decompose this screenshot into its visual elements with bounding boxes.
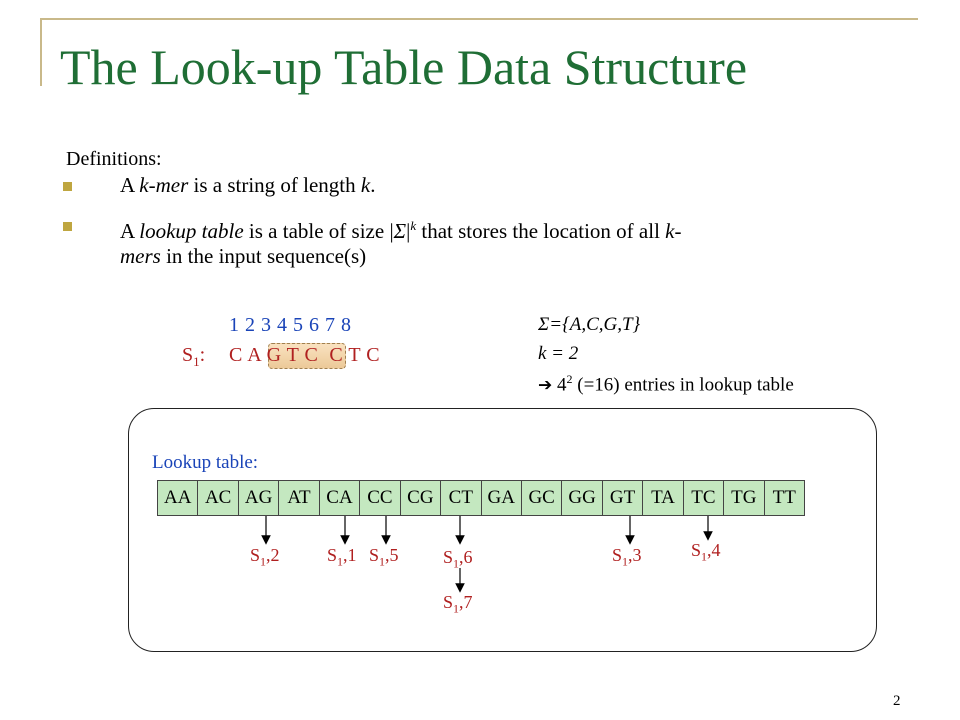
table-cell: TA	[643, 481, 683, 515]
table-cell: GG	[562, 481, 602, 515]
location-entry: $S_1,5$	[369, 545, 399, 569]
table-cell: AA	[158, 481, 198, 515]
table-cell: TT	[772, 487, 796, 508]
table-cell: AG	[239, 481, 279, 515]
alphabet-definition: Σ={A,C,G,T}	[538, 314, 641, 335]
location-entry: $S_1,4$	[691, 540, 721, 564]
sequence-label: $S_1$:	[182, 344, 206, 369]
slide-title: The Look-up Table Data Structure	[60, 39, 748, 95]
definitions-label: Definitions:	[66, 148, 162, 170]
page-number: 2	[893, 693, 901, 709]
sequence-letters: C A G T C C T C	[229, 344, 381, 366]
bullet-lookup-definition: A lookup table is a table of size $|\Sigma|^k$ that stores the location of all k- mers in the input sequence(s)	[120, 218, 682, 268]
table-cell: TC	[684, 481, 724, 515]
table-cell: CG	[401, 481, 441, 515]
location-entry: $S_1,7$	[443, 592, 473, 616]
table-cell: AC	[198, 481, 238, 515]
lookup-table-label: Lookup table:	[152, 452, 259, 473]
table-cell: GT	[603, 481, 643, 515]
bullet-kmer-definition: A k-mer is a string of length k.	[120, 173, 376, 197]
table-cell: GA	[482, 481, 522, 515]
table-cell: GC	[522, 481, 562, 515]
table-cell: CC	[360, 481, 400, 515]
table-cell: TG	[724, 481, 764, 515]
table-cell: CA	[320, 481, 360, 515]
location-entry: $S_1,6$	[443, 547, 473, 571]
entries-count: ➔ $4^2$ (=16) entries in lookup table	[538, 372, 794, 396]
location-entry: $S_1,2$	[250, 545, 280, 569]
location-entry: $S_1,1$	[327, 545, 357, 569]
location-entry: $S_1,3$	[612, 545, 642, 569]
k-value: k = 2	[538, 343, 579, 364]
arrow-right-icon: ➔	[538, 375, 553, 396]
table-cell: CT	[441, 481, 481, 515]
table-cell: AT	[279, 481, 319, 515]
sequence-position-numbers: 1 2 3 4 5 6 7 8	[229, 314, 352, 336]
